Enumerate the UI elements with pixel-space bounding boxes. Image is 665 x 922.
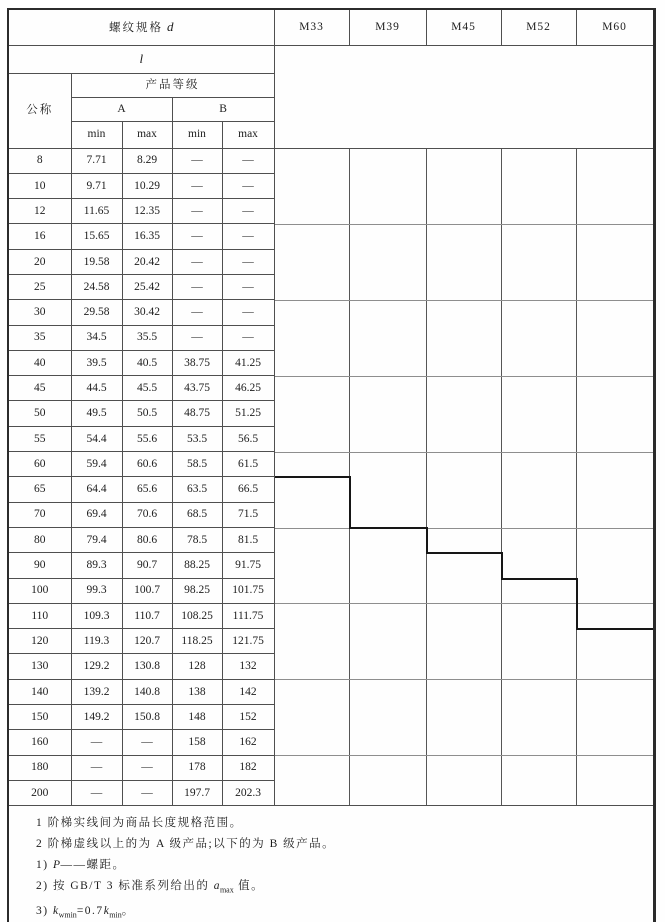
cell-limit-value: 99.3	[71, 578, 122, 603]
cell-limit-value: 202.3	[222, 780, 274, 805]
cell-limit-value: 80.6	[122, 527, 172, 552]
cell-limit-value: 108.25	[172, 603, 222, 628]
row-band-line	[275, 755, 655, 756]
cell-limit-value: 81.5	[222, 527, 274, 552]
cell-limit-value: —	[222, 325, 274, 350]
row-band-line	[275, 224, 655, 225]
cell-limit-value: 70.6	[122, 502, 172, 527]
cell-limit-value: 8.29	[122, 148, 172, 173]
step-vertical-line	[349, 476, 351, 529]
cell-nominal-length: 65	[8, 477, 71, 502]
cell-limit-value: 58.5	[172, 452, 222, 477]
footnote-line: 1) P——螺距。	[36, 859, 126, 872]
cell-limit-value: 61.5	[222, 452, 274, 477]
a-min-header: min	[71, 121, 122, 148]
cell-limit-value: —	[122, 780, 172, 805]
cell-limit-value: 129.2	[71, 654, 122, 679]
cell-limit-value: 40.5	[122, 350, 172, 375]
step-horizontal-line	[350, 527, 427, 529]
cell-limit-value: —	[222, 300, 274, 325]
row-band-line	[275, 452, 655, 453]
cell-limit-value: 118.25	[172, 629, 222, 654]
cell-limit-value: 139.2	[71, 679, 122, 704]
cell-limit-value: —	[222, 148, 274, 173]
cell-limit-value: 64.4	[71, 477, 122, 502]
cell-nominal-length: 200	[8, 780, 71, 805]
spec-table	[7, 8, 656, 922]
cell-limit-value: 44.5	[71, 376, 122, 401]
cell-limit-value: 71.5	[222, 502, 274, 527]
cell-nominal-length: 25	[8, 274, 71, 299]
cell-limit-value: —	[222, 173, 274, 198]
cell-limit-value: —	[122, 755, 172, 780]
step-horizontal-line	[427, 552, 502, 554]
cell-limit-value: 109.3	[71, 603, 122, 628]
column-grid-line	[426, 149, 427, 806]
cell-nominal-length: 12	[8, 199, 71, 224]
cell-limit-value: 43.75	[172, 376, 222, 401]
cell-limit-value: 162	[222, 730, 274, 755]
row-band-line	[275, 300, 655, 301]
cell-nominal-length: 180	[8, 755, 71, 780]
row-band-line	[275, 603, 655, 604]
footnote-line: 1 阶梯实线间为商品长度规格范围。	[36, 817, 243, 830]
footnote-line: 2 阶梯虚线以上的为 A 级产品;以下的为 B 级产品。	[36, 838, 336, 851]
cell-nominal-length: 55	[8, 426, 71, 451]
cell-limit-value: —	[222, 249, 274, 274]
cell-nominal-length: 16	[8, 224, 71, 249]
cell-limit-value: —	[172, 300, 222, 325]
cell-limit-value: —	[122, 730, 172, 755]
cell-limit-value: —	[71, 730, 122, 755]
cell-nominal-length: 20	[8, 249, 71, 274]
cell-nominal-length: 110	[8, 603, 71, 628]
cell-limit-value: 119.3	[71, 629, 122, 654]
column-grid-line	[576, 149, 577, 806]
cell-nominal-length: 60	[8, 452, 71, 477]
cell-limit-value: 39.5	[71, 350, 122, 375]
length-header	[8, 45, 274, 73]
cell-limit-value: 35.5	[122, 325, 172, 350]
row-band-line	[275, 376, 655, 377]
length-variable: l	[139, 50, 144, 66]
nominal-header: 公称	[8, 73, 71, 148]
a-max-header: max	[122, 121, 172, 148]
step-horizontal-line	[577, 628, 655, 630]
cell-limit-value: 30.42	[122, 300, 172, 325]
cell-limit-value: —	[172, 199, 222, 224]
row-band-line	[275, 679, 655, 680]
cell-limit-value: 90.7	[122, 553, 172, 578]
cell-limit-value: —	[222, 224, 274, 249]
cell-limit-value: —	[172, 325, 222, 350]
cell-limit-value: —	[172, 224, 222, 249]
cell-nominal-length: 160	[8, 730, 71, 755]
cell-limit-value: 150.8	[122, 705, 172, 730]
thread-spec-variable: d	[167, 18, 174, 34]
grade-b-header: B	[172, 97, 274, 121]
cell-limit-value: 59.4	[71, 452, 122, 477]
cell-limit-value: —	[172, 249, 222, 274]
cell-limit-value: —	[71, 780, 122, 805]
cell-nominal-length: 130	[8, 654, 71, 679]
cell-limit-value: 149.2	[71, 705, 122, 730]
cell-limit-value: 140.8	[122, 679, 172, 704]
cell-nominal-length: 150	[8, 705, 71, 730]
product-grade-header: 产品等级	[71, 73, 274, 97]
table-row	[8, 148, 654, 173]
cell-limit-value: 54.4	[71, 426, 122, 451]
cell-limit-value: 25.42	[122, 274, 172, 299]
cell-limit-value: 15.65	[71, 224, 122, 249]
cell-limit-value: 10.29	[122, 173, 172, 198]
header-row-1	[8, 9, 654, 45]
notes-cell	[8, 806, 654, 922]
cell-limit-value: 148	[172, 705, 222, 730]
b-min-header: min	[172, 121, 222, 148]
thread-spec-label: 螺纹规格	[109, 21, 164, 34]
cell-limit-value: 48.75	[172, 401, 222, 426]
footnote-line: 2) 按 GB/T 3 标准系列给出的 $a_{max}$ 值。	[36, 880, 265, 895]
column-header-m39: M39	[349, 9, 426, 45]
cell-limit-value: 88.25	[172, 553, 222, 578]
column-grid-line	[501, 149, 502, 806]
cell-limit-value: 132	[222, 654, 274, 679]
cell-nominal-length: 140	[8, 679, 71, 704]
cell-nominal-length: 45	[8, 376, 71, 401]
cell-limit-value: 49.5	[71, 401, 122, 426]
cell-nominal-length: 70	[8, 502, 71, 527]
cell-nominal-length: 100	[8, 578, 71, 603]
cell-limit-value: 69.4	[71, 502, 122, 527]
cell-limit-value: 11.65	[71, 199, 122, 224]
cell-nominal-length: 50	[8, 401, 71, 426]
cell-limit-value: 20.42	[122, 249, 172, 274]
cell-limit-value: 9.71	[71, 173, 122, 198]
cell-limit-value: 121.75	[222, 629, 274, 654]
column-header-m52: M52	[501, 9, 576, 45]
cell-nominal-length: 80	[8, 527, 71, 552]
header-row-2	[8, 45, 654, 73]
commercial-length-step-region	[274, 148, 654, 806]
cell-limit-value: 41.25	[222, 350, 274, 375]
cell-limit-value: —	[222, 199, 274, 224]
cell-nominal-length: 10	[8, 173, 71, 198]
cell-limit-value: 38.75	[172, 350, 222, 375]
cell-limit-value: 110.7	[122, 603, 172, 628]
cell-limit-value: 101.75	[222, 578, 274, 603]
cell-limit-value: 51.25	[222, 401, 274, 426]
cell-limit-value: 111.75	[222, 603, 274, 628]
grade-a-header: A	[71, 97, 172, 121]
cell-limit-value: —	[172, 173, 222, 198]
cell-nominal-length: 120	[8, 629, 71, 654]
cell-limit-value: 120.7	[122, 629, 172, 654]
cell-limit-value: 46.25	[222, 376, 274, 401]
cell-limit-value: 56.5	[222, 426, 274, 451]
cell-limit-value: 53.5	[172, 426, 222, 451]
cell-limit-value: 128	[172, 654, 222, 679]
cell-limit-value: 29.58	[71, 300, 122, 325]
cell-nominal-length: 30	[8, 300, 71, 325]
cell-limit-value: 66.5	[222, 477, 274, 502]
thread-spec-header	[8, 9, 274, 45]
cell-limit-value: —	[172, 274, 222, 299]
step-horizontal-line	[502, 578, 577, 580]
cell-limit-value: 60.6	[122, 452, 172, 477]
cell-limit-value: 197.7	[172, 780, 222, 805]
cell-limit-value: 50.5	[122, 401, 172, 426]
cell-limit-value: —	[71, 755, 122, 780]
step-vertical-line	[576, 578, 578, 631]
cell-nominal-length: 90	[8, 553, 71, 578]
cell-limit-value: 7.71	[71, 148, 122, 173]
column-header-m60: M60	[576, 9, 654, 45]
cell-limit-value: —	[222, 274, 274, 299]
cell-limit-value: 34.5	[71, 325, 122, 350]
cell-limit-value: 89.3	[71, 553, 122, 578]
step-horizontal-line	[275, 476, 350, 478]
b-max-header: max	[222, 121, 274, 148]
cell-limit-value: 79.4	[71, 527, 122, 552]
column-header-m45: M45	[426, 9, 501, 45]
cell-limit-value: 182	[222, 755, 274, 780]
notes-row	[8, 806, 654, 922]
cell-limit-value: 138	[172, 679, 222, 704]
cell-limit-value: 178	[172, 755, 222, 780]
cell-limit-value: 158	[172, 730, 222, 755]
cell-limit-value: 68.5	[172, 502, 222, 527]
cell-limit-value: 55.6	[122, 426, 172, 451]
cell-limit-value: 16.35	[122, 224, 172, 249]
header-empty-region	[274, 45, 654, 148]
cell-limit-value: 12.35	[122, 199, 172, 224]
cell-limit-value: 24.58	[71, 274, 122, 299]
cell-limit-value: 142	[222, 679, 274, 704]
cell-limit-value: 98.25	[172, 578, 222, 603]
cell-limit-value: 45.5	[122, 376, 172, 401]
cell-limit-value: 63.5	[172, 477, 222, 502]
cell-limit-value: 100.7	[122, 578, 172, 603]
cell-limit-value: 130.8	[122, 654, 172, 679]
cell-nominal-length: 8	[8, 148, 71, 173]
cell-limit-value: 65.6	[122, 477, 172, 502]
footnotes	[36, 813, 643, 922]
cell-nominal-length: 35	[8, 325, 71, 350]
row-band-line	[275, 528, 655, 529]
cell-limit-value: —	[172, 148, 222, 173]
step-vertical-line	[426, 527, 428, 554]
cell-nominal-length: 40	[8, 350, 71, 375]
cell-limit-value: 91.75	[222, 553, 274, 578]
cell-limit-value: 78.5	[172, 527, 222, 552]
cell-limit-value: 152	[222, 705, 274, 730]
column-header-m33: M33	[274, 9, 349, 45]
step-vertical-line	[501, 552, 503, 579]
cell-limit-value: 19.58	[71, 249, 122, 274]
footnote-line: 3) $k_{wmin}=0.7k_{min}$。	[36, 904, 135, 919]
